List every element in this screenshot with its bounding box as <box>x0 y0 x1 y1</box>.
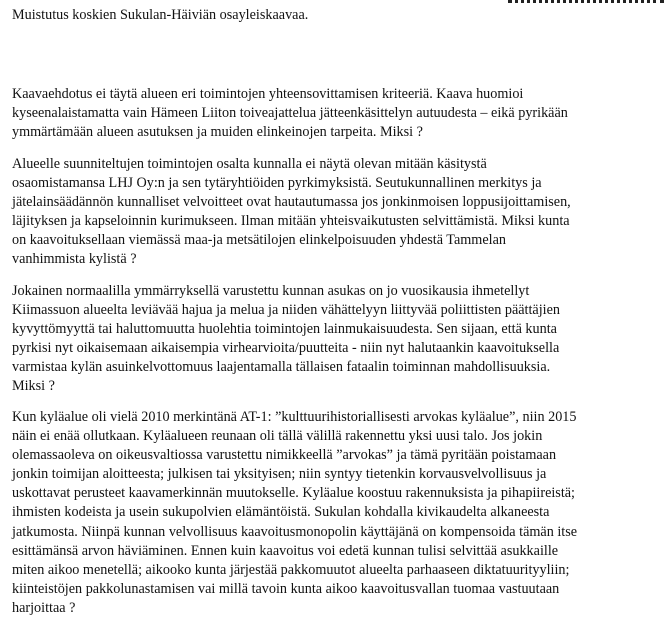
paragraph-2 <box>12 155 571 270</box>
paragraph-line: Kaavaehdotus ei täytä alueen eri toimintojen yhteensovittamisen kriteeriä. Kaava huomioi <box>12 86 524 102</box>
paragraph-line: osaomistamansa LHJ Oy:n ja sen tytäryhtiöiden pyrkimyksistä. Seutukunnallinen merkitys ja <box>12 175 542 192</box>
paragraph-line: miten aikoo menetellä; aikooko kunta järjestää pakkomuutot alueelta parhaaseen diktatuurityyliin; <box>12 561 570 578</box>
paragraph-line: kyvyttömyyttä tai haluttomuutta huolehtia toimintojen lainmukaisuudesta. Sen sijaan, että kunta <box>12 321 557 338</box>
paragraph-line: Jokainen normaalilla ymmärryksellä varustettu kunnan asukas on jo vuosikausia ihmetellyt <box>12 283 530 299</box>
paragraph-line: olemassaoleva on oikeusvaltiossa varustettu nimikkeellä ”arvokas” ja tämä pyritään poistamaan <box>12 447 557 464</box>
paragraph-line: kyseenalaistamatta vain Hämeen Liiton toiveajattelua jätteenkäsittelyn autuudesta – eikä pyrikään <box>12 105 568 122</box>
paragraph-line: harjoittaa ? <box>12 599 76 616</box>
paragraph-line: ihmisten kodeista ja usein sukupolvien elämäntöistä. Sukulan kohdalla kivikaudelta alkaneesta <box>12 504 550 521</box>
paragraph-line: jätelainsäädännön kunnalliset velvoitteet ovat hautautumassa jos jonkinmoisen loppusijoittamisen, <box>12 194 571 211</box>
paragraph-line: Miksi ? <box>12 378 55 395</box>
paragraph-line: vanhimmista kylistä ? <box>12 251 137 268</box>
paragraph-line: uskottavat perusteet kaavamerkinnän muutokselle. Kyläalue koostuu rakennuksista ja pihapiireistä; <box>12 485 576 502</box>
document-title: Muistutus koskien Sukulan-Häiviän osayleiskaavaa. <box>12 7 309 23</box>
paragraph-line: pyrkisi nyt oikaisemaan aikaisempia virhearvioita/puutteita - niin nyt halutaankin kaavoituksella <box>12 340 560 357</box>
paragraph-3 <box>12 282 560 397</box>
paragraph-line: Kun kyläalue oli vielä 2010 merkintänä AT-1: ”kulttuurihistoriallisesti arvokas kyläalue”, niin 2015 <box>12 409 577 425</box>
paragraph-line: Alueelle suunniteltujen toimintojen osalta kunnalla ei näytä olevan mitään käsitystä <box>12 156 487 172</box>
paragraph-line: näin ei enää ollutkaan. Kyläalueen reunaan oli tällä välillä rakennettu yksi uusi talo. Jos jokin <box>12 428 543 445</box>
paragraph-line: ymmärtämään alueen asutuksen ja muiden elinkeinojen tarpeita. Miksi ? <box>12 124 423 141</box>
paragraph-1 <box>12 85 568 142</box>
paragraph-line: varmistaa kylän asuinkelvottomuus laajentamalla tällaisen fataalin toiminnan mahdollisuuksia. <box>12 359 551 376</box>
paragraph-line: Kiimassuon alueelta leviävää hajua ja melua ja niiden vähättelyyn liittyvää poliittisten päättäjien <box>12 302 561 319</box>
paragraph-line: jatkumosta. Niinpä kunnan velvollisuus kaavoitusmonopolin käyttäjänä on kompensoida tämän itse <box>12 523 578 540</box>
dotted-divider <box>508 0 664 3</box>
paragraph-line: kiinteistöjen pakkolunastamisen vai millä tavoin kunta aikoo kaavoitusvallan tuomaa vastuutaan <box>12 580 560 597</box>
paragraph-line: esittämänsä arvon häviäminen. Ennen kuin kaavoitus voi edetä kunnan tulisi selvittää asukkaille <box>12 542 559 559</box>
paragraph-line: jonkin toimijan aloitteesta; julkisen tai yksityisen; niin syntyy tietenkin korvausvelvollisuus ja <box>12 466 547 483</box>
paragraph-line: läjityksen ja kapseloinnin kurimukseen. Ilman mitään yhteisvaikutusten selvittämistä. Miksi kunta <box>12 213 570 230</box>
paragraph-line: on kaavoituksellaan viemässä maa-ja metsätilojen elinkelpoisuuden yhdestä Tammelan <box>12 232 506 249</box>
paragraph-4 <box>12 408 577 618</box>
